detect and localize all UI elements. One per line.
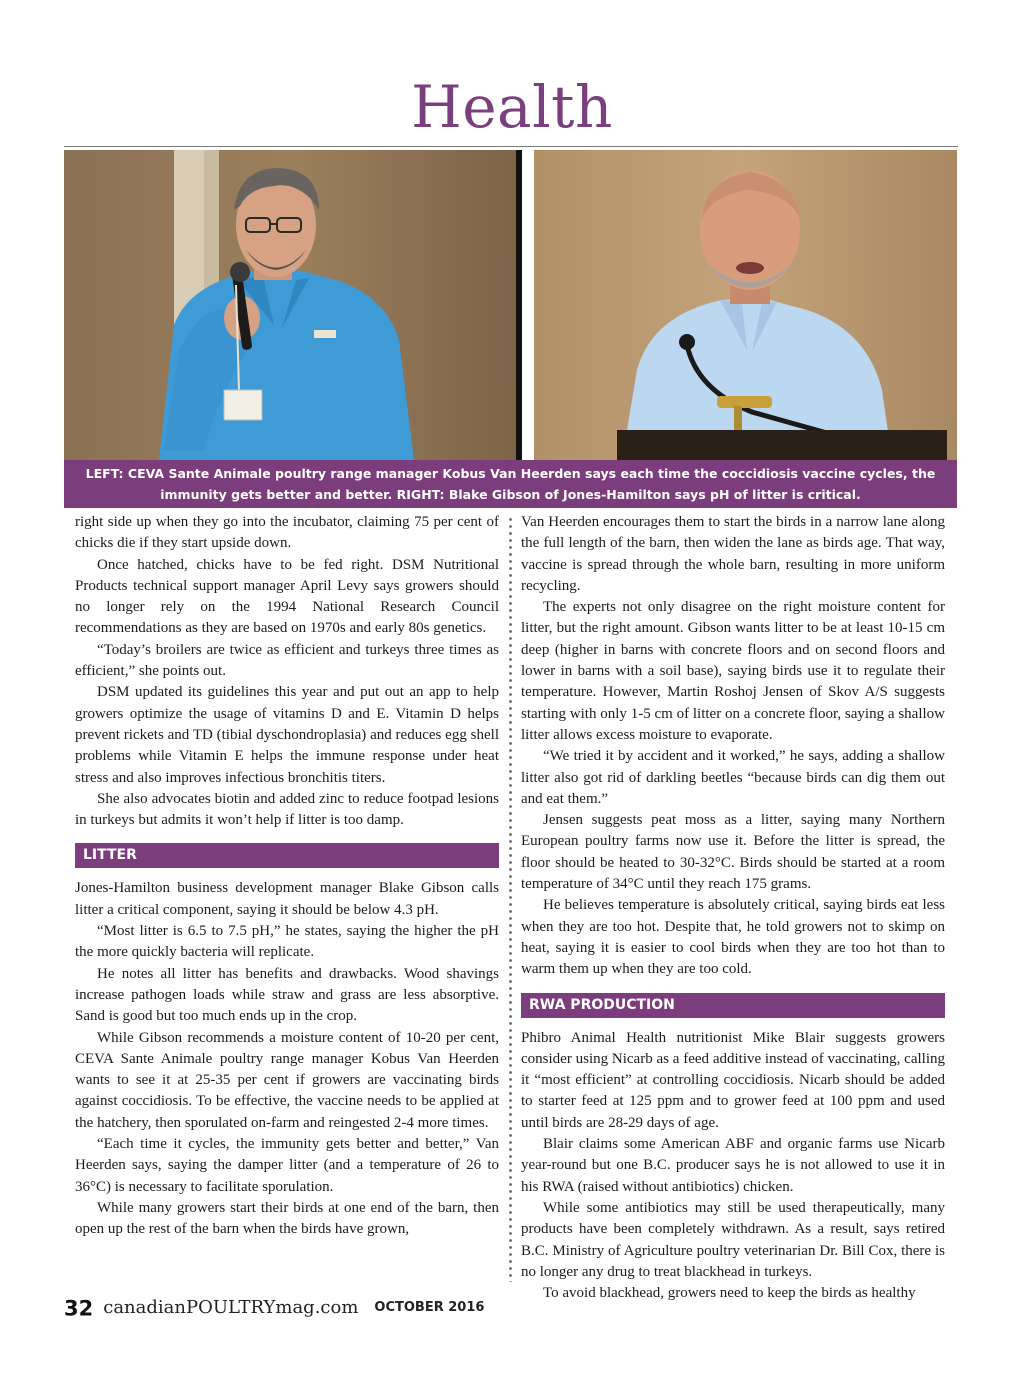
- section-heading-rwa-production: RWA PRODUCTION: [521, 993, 945, 1018]
- photo-right: [522, 150, 957, 460]
- speaker-right-image: [522, 150, 957, 460]
- paragraph: While some antibiotics may still be used therapeutically, many products have been completely withdrawn. As a result, says retired B.C. Ministry of Agriculture poultry veterinarian Dr. Bill Cox, there is no longer any drug to treat blackhead in turkeys.: [521, 1199, 945, 1280]
- photo-left: [64, 150, 516, 460]
- paragraph: Jones-Hamilton business development manager Blake Gibson calls litter a critical component, saying it should be below 4.3 pH.: [75, 880, 499, 918]
- paragraph: While many growers start their birds at one end of the barn, then open up the rest of the barn when the birds have grown,: [75, 1199, 499, 1238]
- paragraph: Jensen suggests peat moss as a litter, saying many Northern European poultry farms now use it. Before the litter is spread, the floor should be heated to 30-32°C. Birds should be started at a room temperature of 34°C until they reach 175 grams.: [521, 812, 945, 893]
- issue-date: OCTOBER 2016: [374, 1300, 485, 1316]
- photo-caption: [64, 460, 957, 508]
- paragraph: To avoid blackhead, growers need to keep the birds as healthy: [543, 1285, 916, 1302]
- website-link[interactable]: canadianPOULTRYmag.com: [103, 1297, 359, 1319]
- paragraph: “Today’s broilers are twice as efficient and turkeys three times as efficient,” she points out.: [75, 641, 499, 680]
- paragraph: He notes all litter has benefits and drawbacks. Wood shavings increase pathogen loads while straw and grass are less absorptive. Sand is good but too much ends up in the crop.: [75, 965, 499, 1025]
- paragraph: While Gibson recommends a moisture content of 10-20 per cent, CEVA Sante Animale poultry range manager Kobus Van Heerden wants to see it at 25-35 per cent if growers are vaccinating birds against coccidiosis. To be effective, the vaccine needs to be applied at the hatchery, then sporulated on-farm and reingested 2-4 more times.: [75, 1029, 499, 1131]
- section-heading-litter: LITTER: [75, 843, 499, 868]
- caption-line-1: LEFT: CEVA Sante Animale poultry range manager Kobus Van Heerden says each time the coccidiosis vaccine cycles, the: [85, 466, 936, 481]
- photo-strip: [64, 150, 957, 460]
- paragraph: “Most litter is 6.5 to 7.5 pH,” he states, saying the higher the pH the more quickly bacteria will replicate.: [75, 923, 499, 961]
- paragraph: The experts not only disagree on the right moisture content for litter, but the right amount. Gibson wants litter to be at least 10-15 cm deep (higher in barns with concrete floors and on second floors and lower in barns with a soil base), saying birds use it to regulate their temperature. However, Martin Roshoj Jensen of Skov A/S suggests starting with only 1-5 cm of litter on a concrete floor, saying a shallow litter allows excess moisture to evaporate.: [521, 599, 945, 743]
- article-column-left: [75, 512, 499, 1241]
- paragraph: “We tried it by accident and it worked,” he says, adding a shallow litter also got rid of darkling beetles “because birds can dig them out and eat them.”: [521, 748, 945, 807]
- page-footer: [64, 1296, 484, 1320]
- paragraph: Van Heerden encourages them to start the birds in a narrow lane along the full length of the barn, then widen the lane as birds age. That way, vaccine is spread through the whole barn, resulting in more uniform recycling.: [521, 514, 945, 594]
- paragraph: Phibro Animal Health nutritionist Mike Blair suggests growers consider using Nicarb as a feed additive instead of vaccinating, calling it “most efficient” at controlling coccidiosis. Nicarb should be added to starter feed at 125 ppm and to grower feed at 100 ppm and used until birds are 28-29 days of age.: [521, 1029, 945, 1131]
- caption-line-2: immunity gets better and better. RIGHT: Blake Gibson of Jones-Hamilton says pH of litter is critical.: [160, 487, 861, 502]
- paragraph: Blair claims some American ABF and organic farms use Nicarb year-round but one B.C. producer says he is not allowed to use it in his RWA (raised without antibiotics) chicken.: [521, 1136, 945, 1195]
- header-divider: [64, 146, 958, 147]
- paragraph: right side up when they go into the incubator, claiming 75 per cent of chicks die if they start upside down.: [75, 514, 499, 552]
- page-number: 32: [64, 1296, 94, 1321]
- speaker-left-image: [64, 150, 516, 460]
- paragraph: “Each time it cycles, the immunity gets better and better,” Van Heerden says, saying the damper litter (and a temperature of 26 to 36°C) is necessary to facilitate sporulation.: [75, 1136, 499, 1195]
- paragraph: DSM updated its guidelines this year and put out an app to help growers optimize the usage of vitamins D and E. Vitamin D helps prevent rickets and TD (tibial dyschondroplasia) and reduces egg shell problems while Vitamin E helps the immune response under heat stress and also improves infectious bronchitis titers.: [75, 684, 499, 786]
- section-title: Health: [411, 73, 613, 141]
- column-divider: [509, 516, 512, 1282]
- paragraph: Once hatched, chicks have to be fed right. DSM Nutritional Products technical support manager April Levy says growers should no longer rely on the 1994 National Research Council recommendations as they are based on 1970s and early 80s genetics.: [75, 556, 499, 637]
- paragraph: He believes temperature is absolutely critical, saying birds eat less when they are too hot. Despite that, he told growers not to skimp on heat, saying it is easier to cool birds when they are too hot than to warm them up when they are too cold.: [521, 897, 945, 978]
- article-column-right: [521, 512, 945, 1304]
- paragraph: She also advocates biotin and added zinc to reduce footpad lesions in turkeys but admits it won’t help if litter is too damp.: [75, 790, 499, 829]
